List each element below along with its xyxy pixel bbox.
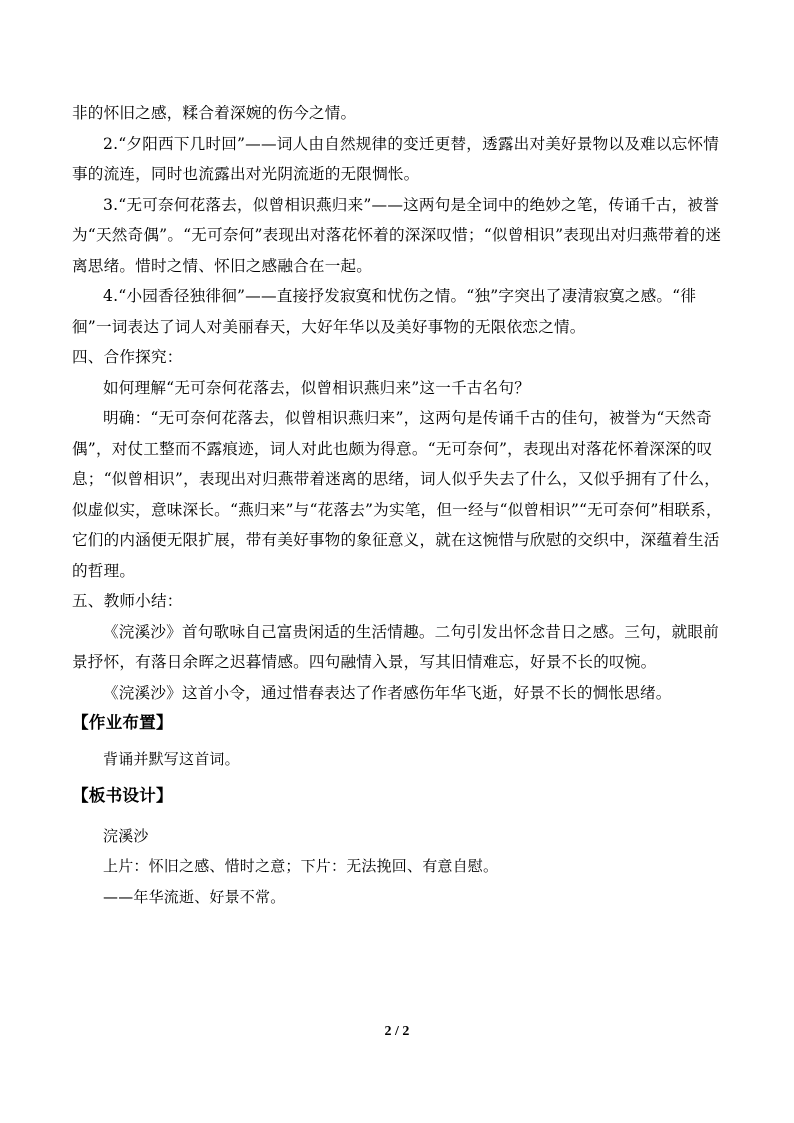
- board-heading: 【板书设计】: [72, 785, 173, 805]
- board-title: 浣溪沙: [103, 826, 149, 845]
- section-4-heading: 四、合作探究：: [72, 348, 183, 366]
- board-line-2: ——年华流逝、好景不常。: [103, 887, 286, 906]
- section-4-answer: 明确：“无可奈何花落去，似曾相识燕归来”，这两句是传诵千古的佳句，被誉为“天然奇偶”，对仗工整而不露痕迹，词人对此也颇为得意。“无可奈何”，表现出对落花怀着深深的叹息；“似曾相识”，表现出对归燕带着迷离的思绪，词人似乎失去了什么，又似乎拥有了什么，似虚似实，意味深长。“燕归来”与“花落去”为实笔，但一经与“似曾相识”“无可奈何”相联系，它们的内涵便无限扩展，带有美好事物的象征意义，就在这惋惜与欣慰的交织中，深蕴着生活的哲理。: [72, 409, 722, 580]
- page-number: 2 / 2: [384, 1024, 410, 1039]
- section-5-heading: 五、教师小结：: [72, 592, 183, 610]
- paragraph-point-4: 4.“小园香径独徘徊”——直接抒发寂寞和忧伤之情。“独”字突出了凄清寂寞之感。“徘徊”一词表达了词人对美丽春天，大好年华以及美好事物的无限依恋之情。: [72, 287, 697, 336]
- paragraph-continuation: 非的怀旧之感，糅合着深婉的伤今之情。: [72, 104, 357, 122]
- homework-text: 背诵并默写这首词。: [103, 750, 240, 768]
- section-5-summary-1: 《浣溪沙》首句歌咏自己富贵闲适的生活情趣。二句引发出怀念昔日之感。三句，就眼前景抒怀，有落日余晖之迟暮情感。四句融情入景，写其旧情难忘，好景不长的叹惋。: [72, 622, 719, 671]
- paragraph-point-3: 3.“无可奈何花落去，似曾相识燕归来”——这两句是全词中的绝妙之笔，传诵千古，被誉为“天然奇偶”。“无可奈何”表现出对落花怀着的深深叹惜；“似曾相识”表现出对归燕带着的迷离思绪。惜时之情、怀旧之感融合在一起。: [72, 195, 722, 275]
- paragraph-point-2: 2.“夕阳西下几时回”——词人由自然规律的变迁更替，透露出对美好景物以及难以忘怀情事的流连，同时也流露出对光阴流逝的无限惆怅。: [72, 134, 719, 183]
- section-4-question: 如何理解“无可奈何花落去，似曾相识燕归来”这一千古名句？: [103, 378, 530, 397]
- homework-heading: 【作业布置】: [72, 713, 173, 732]
- board-line-1: 上片：怀旧之感、惜时之意；下片：无法挽回、有意自慰。: [103, 857, 499, 875]
- section-5-summary-2: 《浣溪沙》这首小令，通过惜春表达了作者感伤年华飞逝，好景不长的惆怅思绪。: [103, 683, 672, 702]
- document-body: [72, 98, 722, 912]
